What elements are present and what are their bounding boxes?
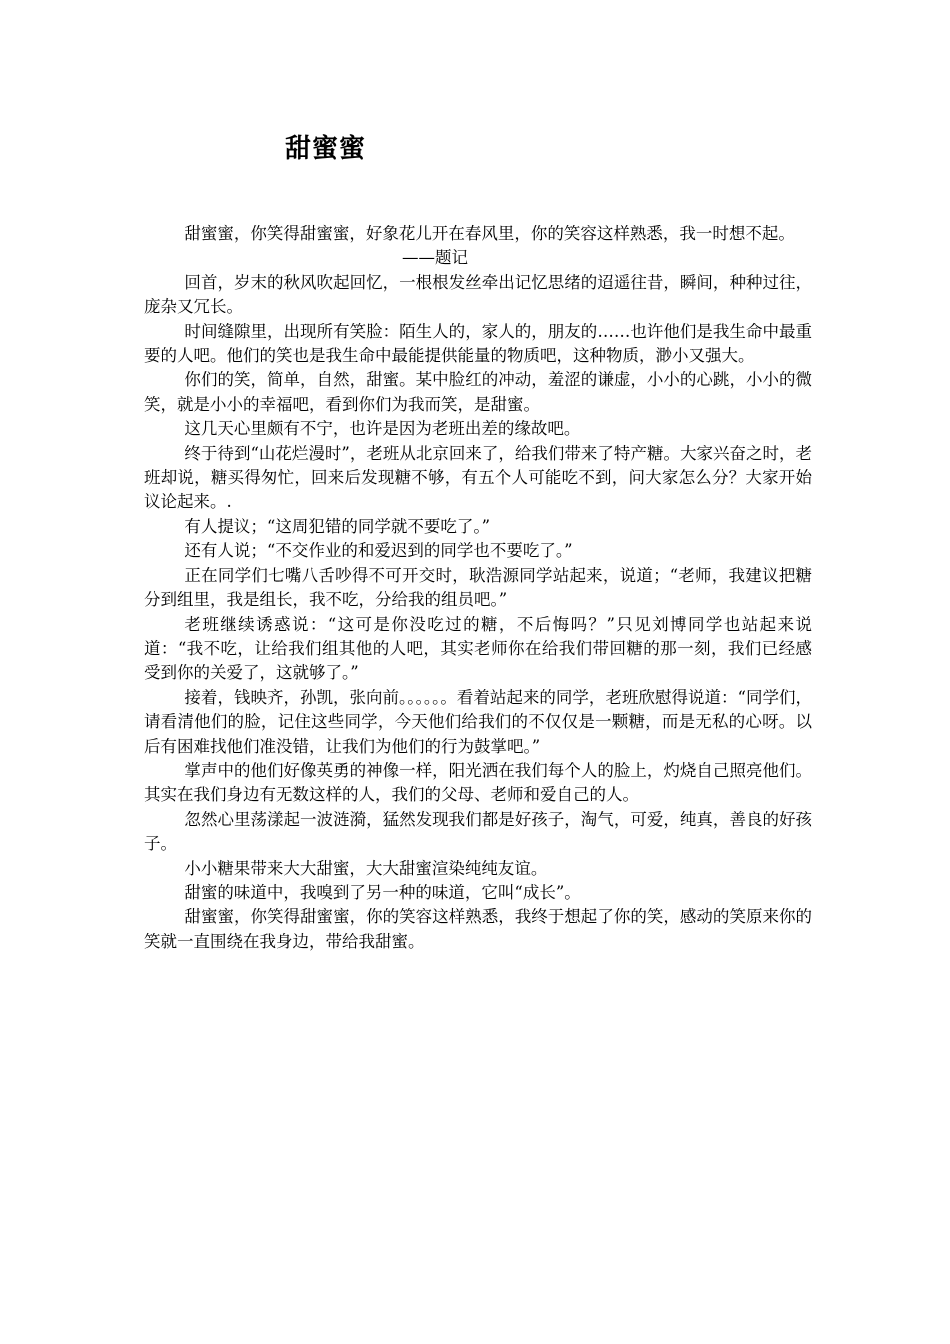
paragraph: 还有人说；“不交作业的和爱迟到的同学也不要吃了。” [184, 541, 573, 561]
document-body [144, 222, 812, 954]
paragraph: 甜蜜的味道中，我嗅到了另一种的味道，它叫“成长”。 [184, 882, 581, 902]
paragraph: 小小糖果带来大大甜蜜，大大甜蜜渲染纯纯友谊。 [184, 858, 548, 878]
paragraph-closing: 甜蜜蜜，你笑得甜蜜蜜，你的笑容这样熟悉，我终于想起了你的笑，感动的笑原来你的笑就一直围绕在我身边，带给我甜蜜。 [144, 907, 812, 951]
paragraph: 正在同学们七嘴八舌吵得不可开交时，耿浩源同学站起来，说道；“老师，我建议把糖分到组里，我是组长，我不吃，分给我的组员吧。” [144, 565, 812, 610]
paragraph: 有人提议；“这周犯错的同学就不要吃了。” [184, 516, 491, 536]
paragraph: 老班继续诱惑说：“这可是你没吃过的糖，不后悔吗？”只见刘博同学也站起来说道：“我不吃，让给我们组其他的人吧，其实老师你在给我们带回糖的那一刻，我们已经感受到你的关爱了，这就够了。” [144, 614, 812, 683]
paragraph-intro: 甜蜜蜜，你笑得甜蜜蜜，好象花儿开在春风里，你的笑容这样熟悉，我一时想不起。 [184, 224, 795, 243]
paragraph: 终于待到“山花烂漫时”，老班从北京回来了，给我们带来了特产糖。大家兴奋之时，老班却说，糖买得匆忙，回来后发现糖不够，有五个人可能吃不到，问大家怎么分？大家开始议论起来。. [144, 443, 812, 512]
paragraph: 接着，钱映齐，孙凯，张向前。。。。。。看着站起来的同学，老班欣慰得说道：“同学们，请看清他们的脸，记住这些同学，今天他们给我们的不仅仅是一颗糖，而是无私的心呀。以后有困难找他们准没错，让我们为他们的行为鼓掌吧。” [144, 687, 812, 756]
epigraph-attribution: ——题记 [402, 248, 468, 268]
paragraph: 忽然心里荡漾起一波涟漪，猛然发现我们都是好孩子，淘气，可爱，纯真，善良的好孩子。 [144, 809, 812, 854]
paragraph: 这几天心里颇有不宁，也许是因为老班出差的缘故吧。 [184, 419, 581, 439]
paragraph: 回首，岁末的秋风吹起回忆，一根根发丝牵出记忆思绪的迢遥往昔，瞬间，种种过往，庞杂又冗长。 [144, 272, 812, 317]
paragraph: 你们的笑，简单，自然，甜蜜。某中脸红的冲动，羞涩的谦虚，小小的心跳，小小的微笑，就是小小的幸福吧，看到你们为我而笑，是甜蜜。 [144, 370, 812, 414]
paragraph: 掌声中的他们好像英勇的神像一样，阳光洒在我们每个人的脸上，灼烧自己照亮他们。其实在我们身边有无数这样的人，我们的父母、老师和爱自己的人。 [144, 760, 812, 805]
document-title: 甜蜜蜜 [285, 134, 367, 164]
paragraph: 时间缝隙里，出现所有笑脸：陌生人的，家人的，朋友的……也许他们是我生命中最重要的人吧。他们的笑也是我生命中最能提供能量的物质吧，这种物质，渺小又强大。 [144, 321, 812, 366]
